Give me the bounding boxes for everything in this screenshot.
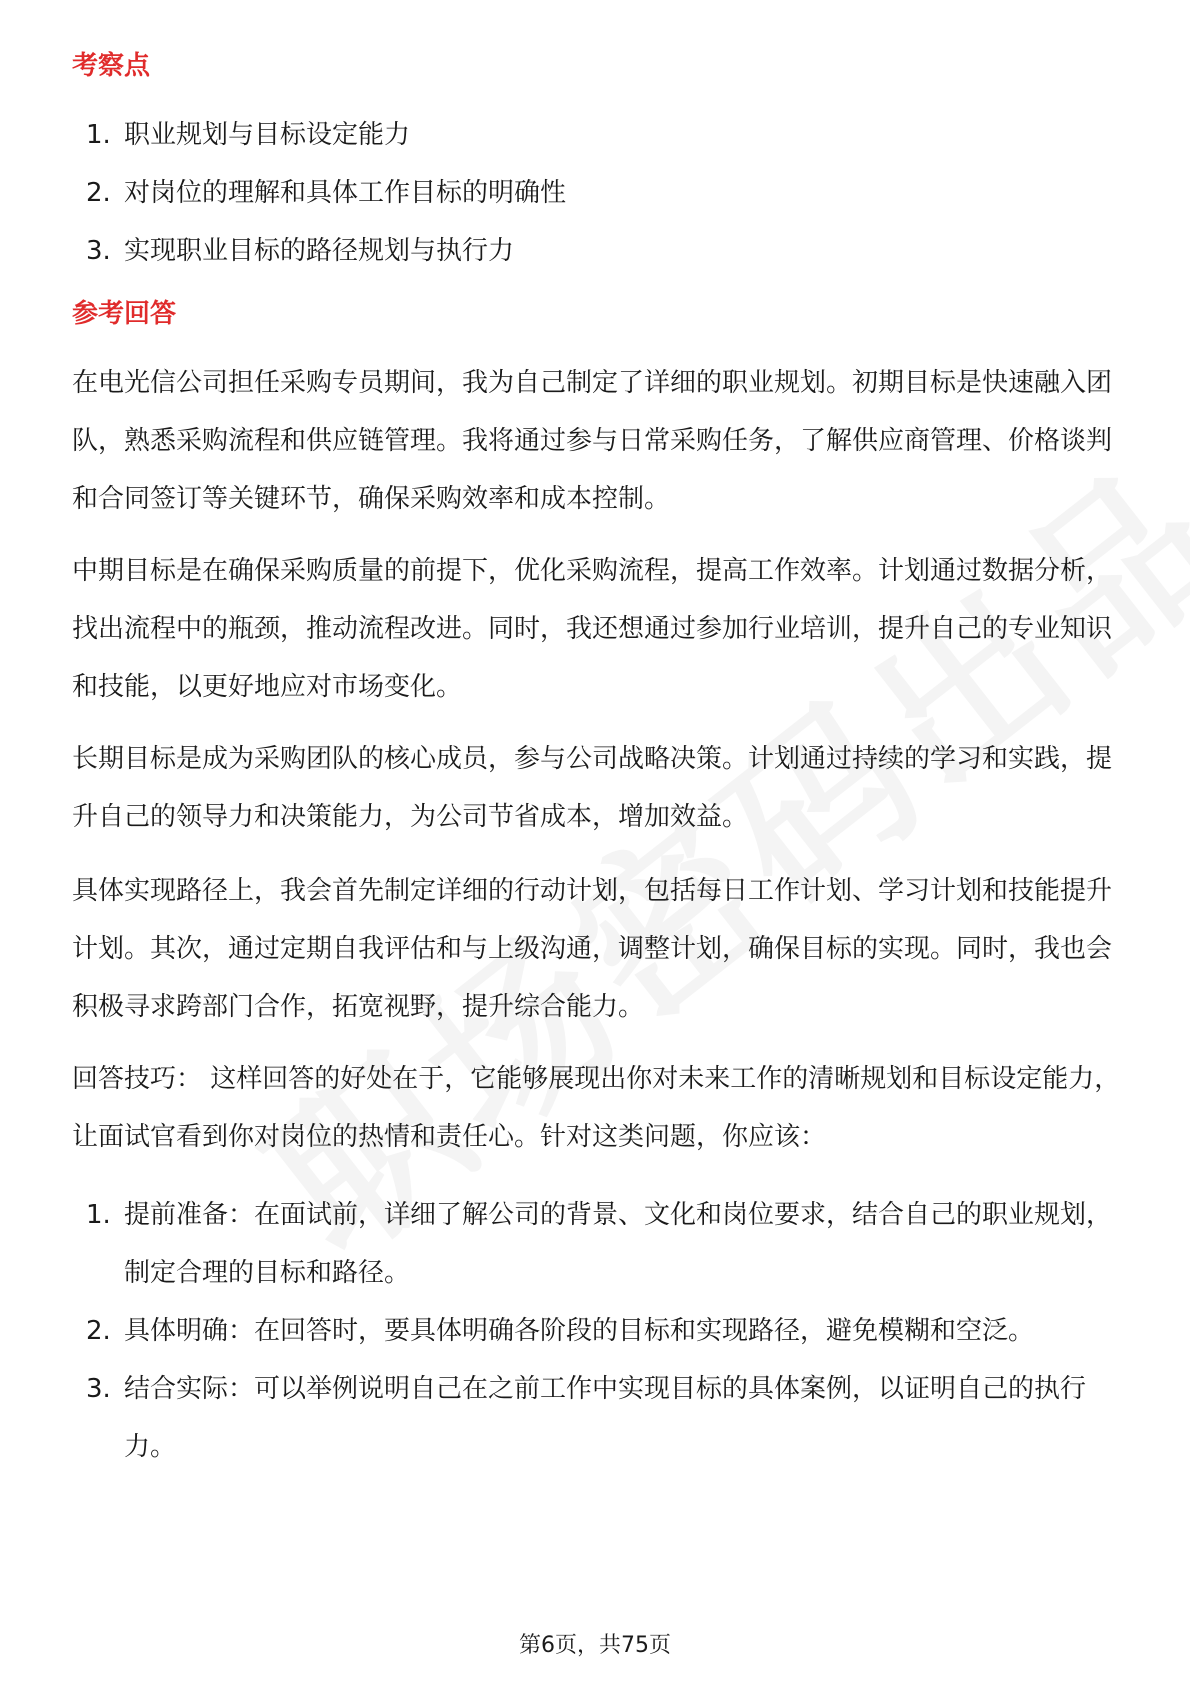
list-number: 1.: [86, 1200, 111, 1230]
list-text: 实现职业目标的路径规划与执行力: [124, 236, 515, 266]
page-number-footer: 第6页，共75页: [519, 1633, 671, 1658]
list-text: 职业规划与目标设定能力: [124, 120, 411, 150]
list-text: 结合实际：可以举例说明自己在之前工作中实现目标的具体案例，以证明自己的执行力。: [124, 1374, 1087, 1462]
answer-tips-intro: 回答技巧： 这样回答的好处在于，它能够展现出你对未来工作的清晰规划和目标设定能力，让面试官看到你对岗位的热情和责任心。针对这类问题，你应该：: [72, 1064, 1121, 1152]
list-item: [72, 106, 1122, 164]
list-text: 对岗位的理解和具体工作目标的明确性: [124, 178, 567, 208]
answer-tips-list: [72, 1186, 1122, 1476]
list-item: [72, 164, 1122, 222]
list-item: [72, 1186, 1122, 1302]
list-number: 2.: [86, 1316, 111, 1346]
answer-paragraph: 中期目标是在确保采购质量的前提下，优化采购流程，提高工作效率。计划通过数据分析，找出流程中的瓶颈，推动流程改进。同时，我还想通过参加行业培训，提升自己的专业知识和技能，以更好地应对市场变化。: [72, 556, 1113, 702]
examination-points-list: [72, 106, 1122, 280]
list-item: [72, 1302, 1122, 1360]
answer-paragraph: 具体实现路径上，我会首先制定详细的行动计划，包括每日工作计划、学习计划和技能提升计划。其次，通过定期自我评估和与上级沟通，调整计划，确保目标的实现。同时，我也会积极寻求跨部门合作，拓宽视野，提升综合能力。: [72, 876, 1113, 1022]
list-text: 具体明确：在回答时，要具体明确各阶段的目标和实现路径，避免模糊和空泛。: [124, 1316, 1035, 1346]
section-title-reference-answer: 参考回答: [72, 299, 177, 329]
list-text: 提前准备：在面试前，详细了解公司的背景、文化和岗位要求，结合自己的职业规划，制定合理的目标和路径。: [124, 1200, 1113, 1288]
list-number: 1.: [86, 120, 111, 150]
list-number: 2.: [86, 178, 111, 208]
answer-paragraph: 长期目标是成为采购团队的核心成员，参与公司战略决策。计划通过持续的学习和实践，提升自己的领导力和决策能力，为公司节省成本，增加效益。: [72, 744, 1113, 832]
list-number: 3.: [86, 1374, 111, 1404]
list-item: [72, 222, 1122, 280]
section-title-examination-points: 考察点: [72, 51, 151, 81]
list-item: [72, 1360, 1122, 1476]
answer-paragraph: 在电光信公司担任采购专员期间，我为自己制定了详细的职业规划。初期目标是快速融入团队，熟悉采购流程和供应链管理。我将通过参与日常采购任务，了解供应商管理、价格谈判和合同签订等关键环节，确保采购效率和成本控制。: [72, 368, 1113, 514]
list-number: 3.: [86, 236, 111, 266]
